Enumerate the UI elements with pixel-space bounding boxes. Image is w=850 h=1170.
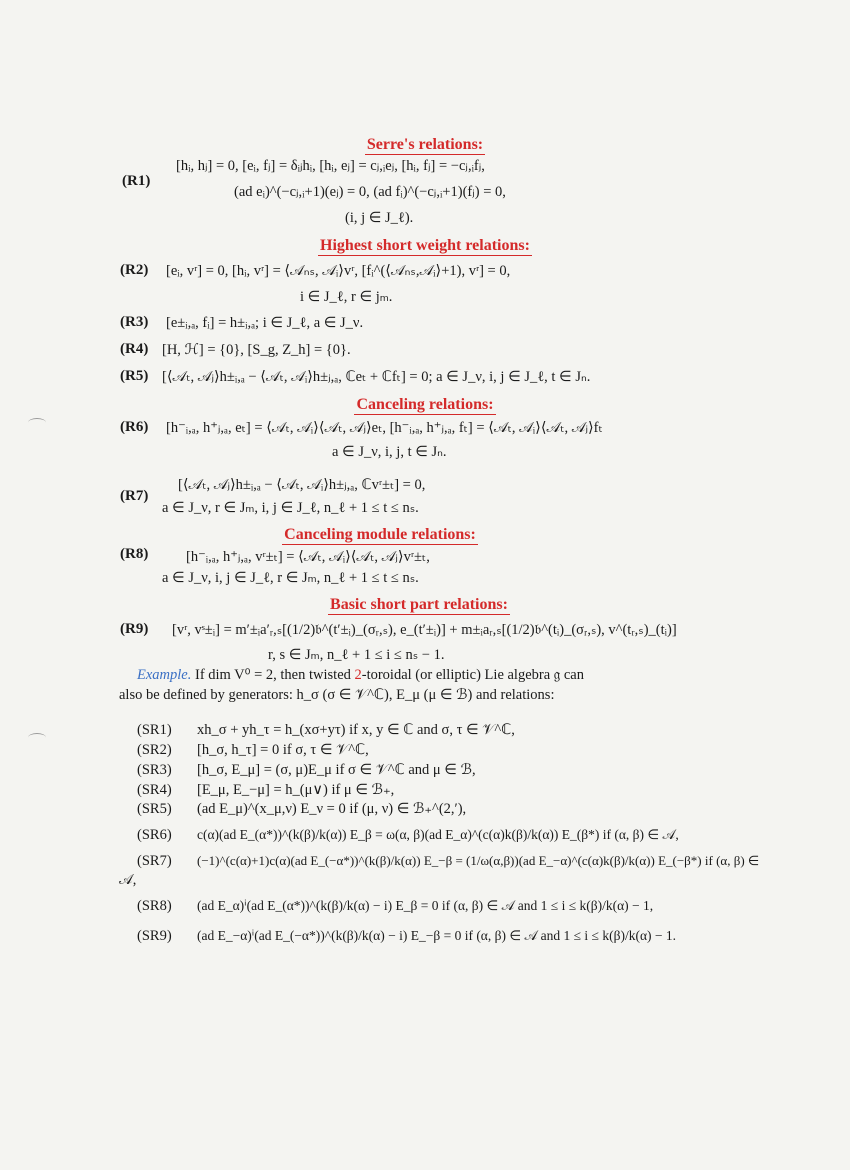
label-r5: (R5) bbox=[120, 368, 149, 384]
label-r8: (R8) bbox=[120, 546, 149, 562]
r6-line-1: [h⁻ᵢ,ₐ, h⁺ⱼ,ₐ, eₜ] = ⟨𝒜ₜ, 𝒜ᵢ⟩⟨𝒜ₜ, 𝒜ⱼ⟩eₜ, [h⁻ᵢ,ₐ, h⁺ⱼ,ₐ, fₜ] = ⟨𝒜ₜ, 𝒜ᵢ⟩⟨𝒜ₜ, 𝒜ⱼ⟩fₜ bbox=[166, 420, 603, 436]
margin-mark bbox=[28, 733, 46, 742]
r1-line-1: [hᵢ, hⱼ] = 0, [eᵢ, fⱼ] = δᵢⱼhᵢ, [hᵢ, eⱼ] = cⱼ,ᵢeⱼ, [hᵢ, fⱼ] = −cⱼ,ᵢfⱼ, bbox=[176, 158, 485, 174]
sr8-label: (SR8) bbox=[137, 898, 172, 914]
heading-basic-short-part bbox=[0, 596, 844, 614]
label-r6: (R6) bbox=[120, 419, 149, 435]
r8-line-1: [h⁻ᵢ,ₐ, h⁺ⱼ,ₐ, vʳ±ₜ] = ⟨𝒜ₜ, 𝒜ᵢ⟩⟨𝒜ₜ, 𝒜ⱼ⟩vʳ±ₜ, bbox=[186, 549, 430, 565]
sr1-label: (SR1) bbox=[137, 722, 172, 738]
sr9-label: (SR9) bbox=[137, 928, 172, 944]
example-text-b: -toroidal (or elliptic) Lie algebra 𝔤 can bbox=[361, 667, 584, 683]
label-r4: (R4) bbox=[120, 341, 149, 357]
r3-line-1: [e±ᵢ,ₐ, fᵢ] = h±ᵢ,ₐ; i ∈ J_ℓ, a ∈ J_ν. bbox=[166, 315, 364, 331]
r2-line-1: [eᵢ, vʳ] = 0, [hᵢ, vʳ] = ⟨𝒜ₙₛ, 𝒜ᵢ⟩vʳ, [fᵢ^(⟨𝒜ₙₛ,𝒜ᵢ⟩+1), vʳ] = 0, bbox=[166, 263, 511, 279]
sr7-label: (SR7) bbox=[137, 853, 172, 869]
heading-canceling-module bbox=[0, 526, 805, 544]
heading-highest-short-weight bbox=[0, 237, 850, 255]
r9-line-2: r, s ∈ Jₘ, n_ℓ + 1 ≤ i ≤ nₛ − 1. bbox=[268, 647, 445, 663]
sr5-label: (SR5) bbox=[137, 801, 172, 817]
r6-line-2: a ∈ J_ν, i, j, t ∈ Jₙ. bbox=[332, 444, 447, 460]
r1-line-3: (i, j ∈ J_ℓ). bbox=[345, 210, 414, 226]
heading-canceling bbox=[0, 396, 850, 414]
r8-line-2: a ∈ J_ν, i, j ∈ J_ℓ, r ∈ Jₘ, n_ℓ + 1 ≤ t ≤ nₛ. bbox=[162, 570, 419, 586]
sr6-label: (SR6) bbox=[137, 827, 172, 843]
sr9-text: (ad E_−α)ⁱ(ad E_(−α*))^(k(β)/k(α) − i) E_−β = 0 if (α, β) ∈ 𝒜 and 1 ≤ i ≤ k(β)/k(α) − 1. bbox=[197, 928, 677, 943]
sr2-text: [h_σ, h_τ] = 0 if σ, τ ∈ 𝒱^ℂ, bbox=[197, 742, 369, 758]
r4-line-1: [H, ℋ] = {0}, [S_g, Z_h] = {0}. bbox=[162, 342, 351, 358]
r9-line-1: [vʳ, vˢ±ᵢ] = m′±ᵢa′ᵣ,ₛ[(1/2)𝔟^(t′±ᵢ)_(σᵣ,ₛ), e_(t′±ᵢ)] + m±ᵢaᵣ,ₛ[(1/2)𝔟^(tᵢ)_(σᵣ,ₛ), v^(tᵣ,ₛ)_(tᵢ)] bbox=[172, 622, 677, 638]
heading-text: Canceling module relations: bbox=[284, 526, 476, 543]
label-r9: (R9) bbox=[120, 621, 149, 637]
label-r3: (R3) bbox=[120, 314, 149, 330]
r1-line-2: (ad eᵢ)^(−cⱼ,ᵢ+1)(eⱼ) = 0, (ad fᵢ)^(−cⱼ,ᵢ+1)(fⱼ) = 0, bbox=[234, 184, 506, 200]
sr3-label: (SR3) bbox=[137, 762, 172, 778]
sr2-label: (SR2) bbox=[137, 742, 172, 758]
heading-text: Serre's relations: bbox=[366, 136, 484, 153]
example-line-2: also be defined by generators: h_σ (σ ∈ 𝒱^ℂ), E_μ (μ ∈ ℬ) and relations: bbox=[119, 687, 555, 703]
sr4-text: [E_μ, E_−μ] = h_(μ∨) if μ ∈ ℬ₊, bbox=[197, 782, 395, 798]
example-label: Example. bbox=[137, 667, 192, 683]
example-line-1 bbox=[137, 667, 584, 684]
margin-mark bbox=[28, 418, 46, 427]
sr1-text: xh_σ + yh_τ = h_(xσ+yτ) if x, y ∈ ℂ and σ, τ ∈ 𝒱^ℂ, bbox=[197, 722, 515, 738]
r2-line-2: i ∈ J_ℓ, r ∈ jₘ. bbox=[300, 289, 393, 305]
sr7-text: (−1)^(c(α)+1)c(α)(ad E_(−α*))^(k(β)/k(α)) E_−β = (1/ω(α,β))(ad E_−α)^(c(α)k(β)/k(α)) E_(−β*) if (α, β) ∈ bbox=[197, 853, 760, 868]
sr3-text: [h_σ, E_μ] = (σ, μ)E_μ if σ ∈ 𝒱^ℂ and μ ∈ ℬ, bbox=[197, 762, 476, 778]
example-text-a: If dim V⁰ = 2, then twisted bbox=[194, 667, 355, 683]
label-r2: (R2) bbox=[120, 262, 149, 278]
heading-text: Basic short part relations: bbox=[330, 596, 508, 613]
sr7-continuation: 𝒜, bbox=[119, 872, 137, 888]
sr8-text: (ad E_α)ⁱ(ad E_(α*))^(k(β)/k(α) − i) E_β = 0 if (α, β) ∈ 𝒜 and 1 ≤ i ≤ k(β)/k(α) − 1, bbox=[197, 898, 654, 913]
sr6-text: c(α)(ad E_(α*))^(k(β)/k(α)) E_β = ω(α, β)(ad E_α)^(c(α)k(β)/k(α)) E_(β*) if (α, β) ∈ 𝒜, bbox=[197, 827, 679, 842]
r7-line-2: a ∈ J_ν, r ∈ Jₘ, i, j ∈ J_ℓ, n_ℓ + 1 ≤ t ≤ nₛ. bbox=[162, 500, 419, 516]
heading-text: Canceling relations: bbox=[356, 396, 494, 413]
label-r1: (R1) bbox=[122, 173, 151, 189]
heading-text: Highest short weight relations: bbox=[320, 237, 530, 254]
example-number: 2 bbox=[354, 667, 362, 683]
sr4-label: (SR4) bbox=[137, 782, 172, 798]
heading-serre bbox=[0, 136, 850, 154]
r7-line-1: [⟨𝒜ₜ, 𝒜ⱼ⟩h±ᵢ,ₐ − ⟨𝒜ₜ, 𝒜ᵢ⟩h±ⱼ,ₐ, ℂvʳ±ₜ] = 0, bbox=[178, 477, 426, 493]
label-r7: (R7) bbox=[120, 488, 149, 504]
r5-line-1: [⟨𝒜ₜ, 𝒜ⱼ⟩h±ᵢ,ₐ − ⟨𝒜ₜ, 𝒜ᵢ⟩h±ⱼ,ₐ, ℂeₜ + ℂfₜ] = 0; a ∈ J_ν, i, j ∈ J_ℓ, t ∈ Jₙ. bbox=[162, 369, 591, 385]
sr5-text: (ad E_μ)^(x_μ,ν) E_ν = 0 if (μ, ν) ∈ ℬ₊^(2,′), bbox=[197, 801, 467, 817]
